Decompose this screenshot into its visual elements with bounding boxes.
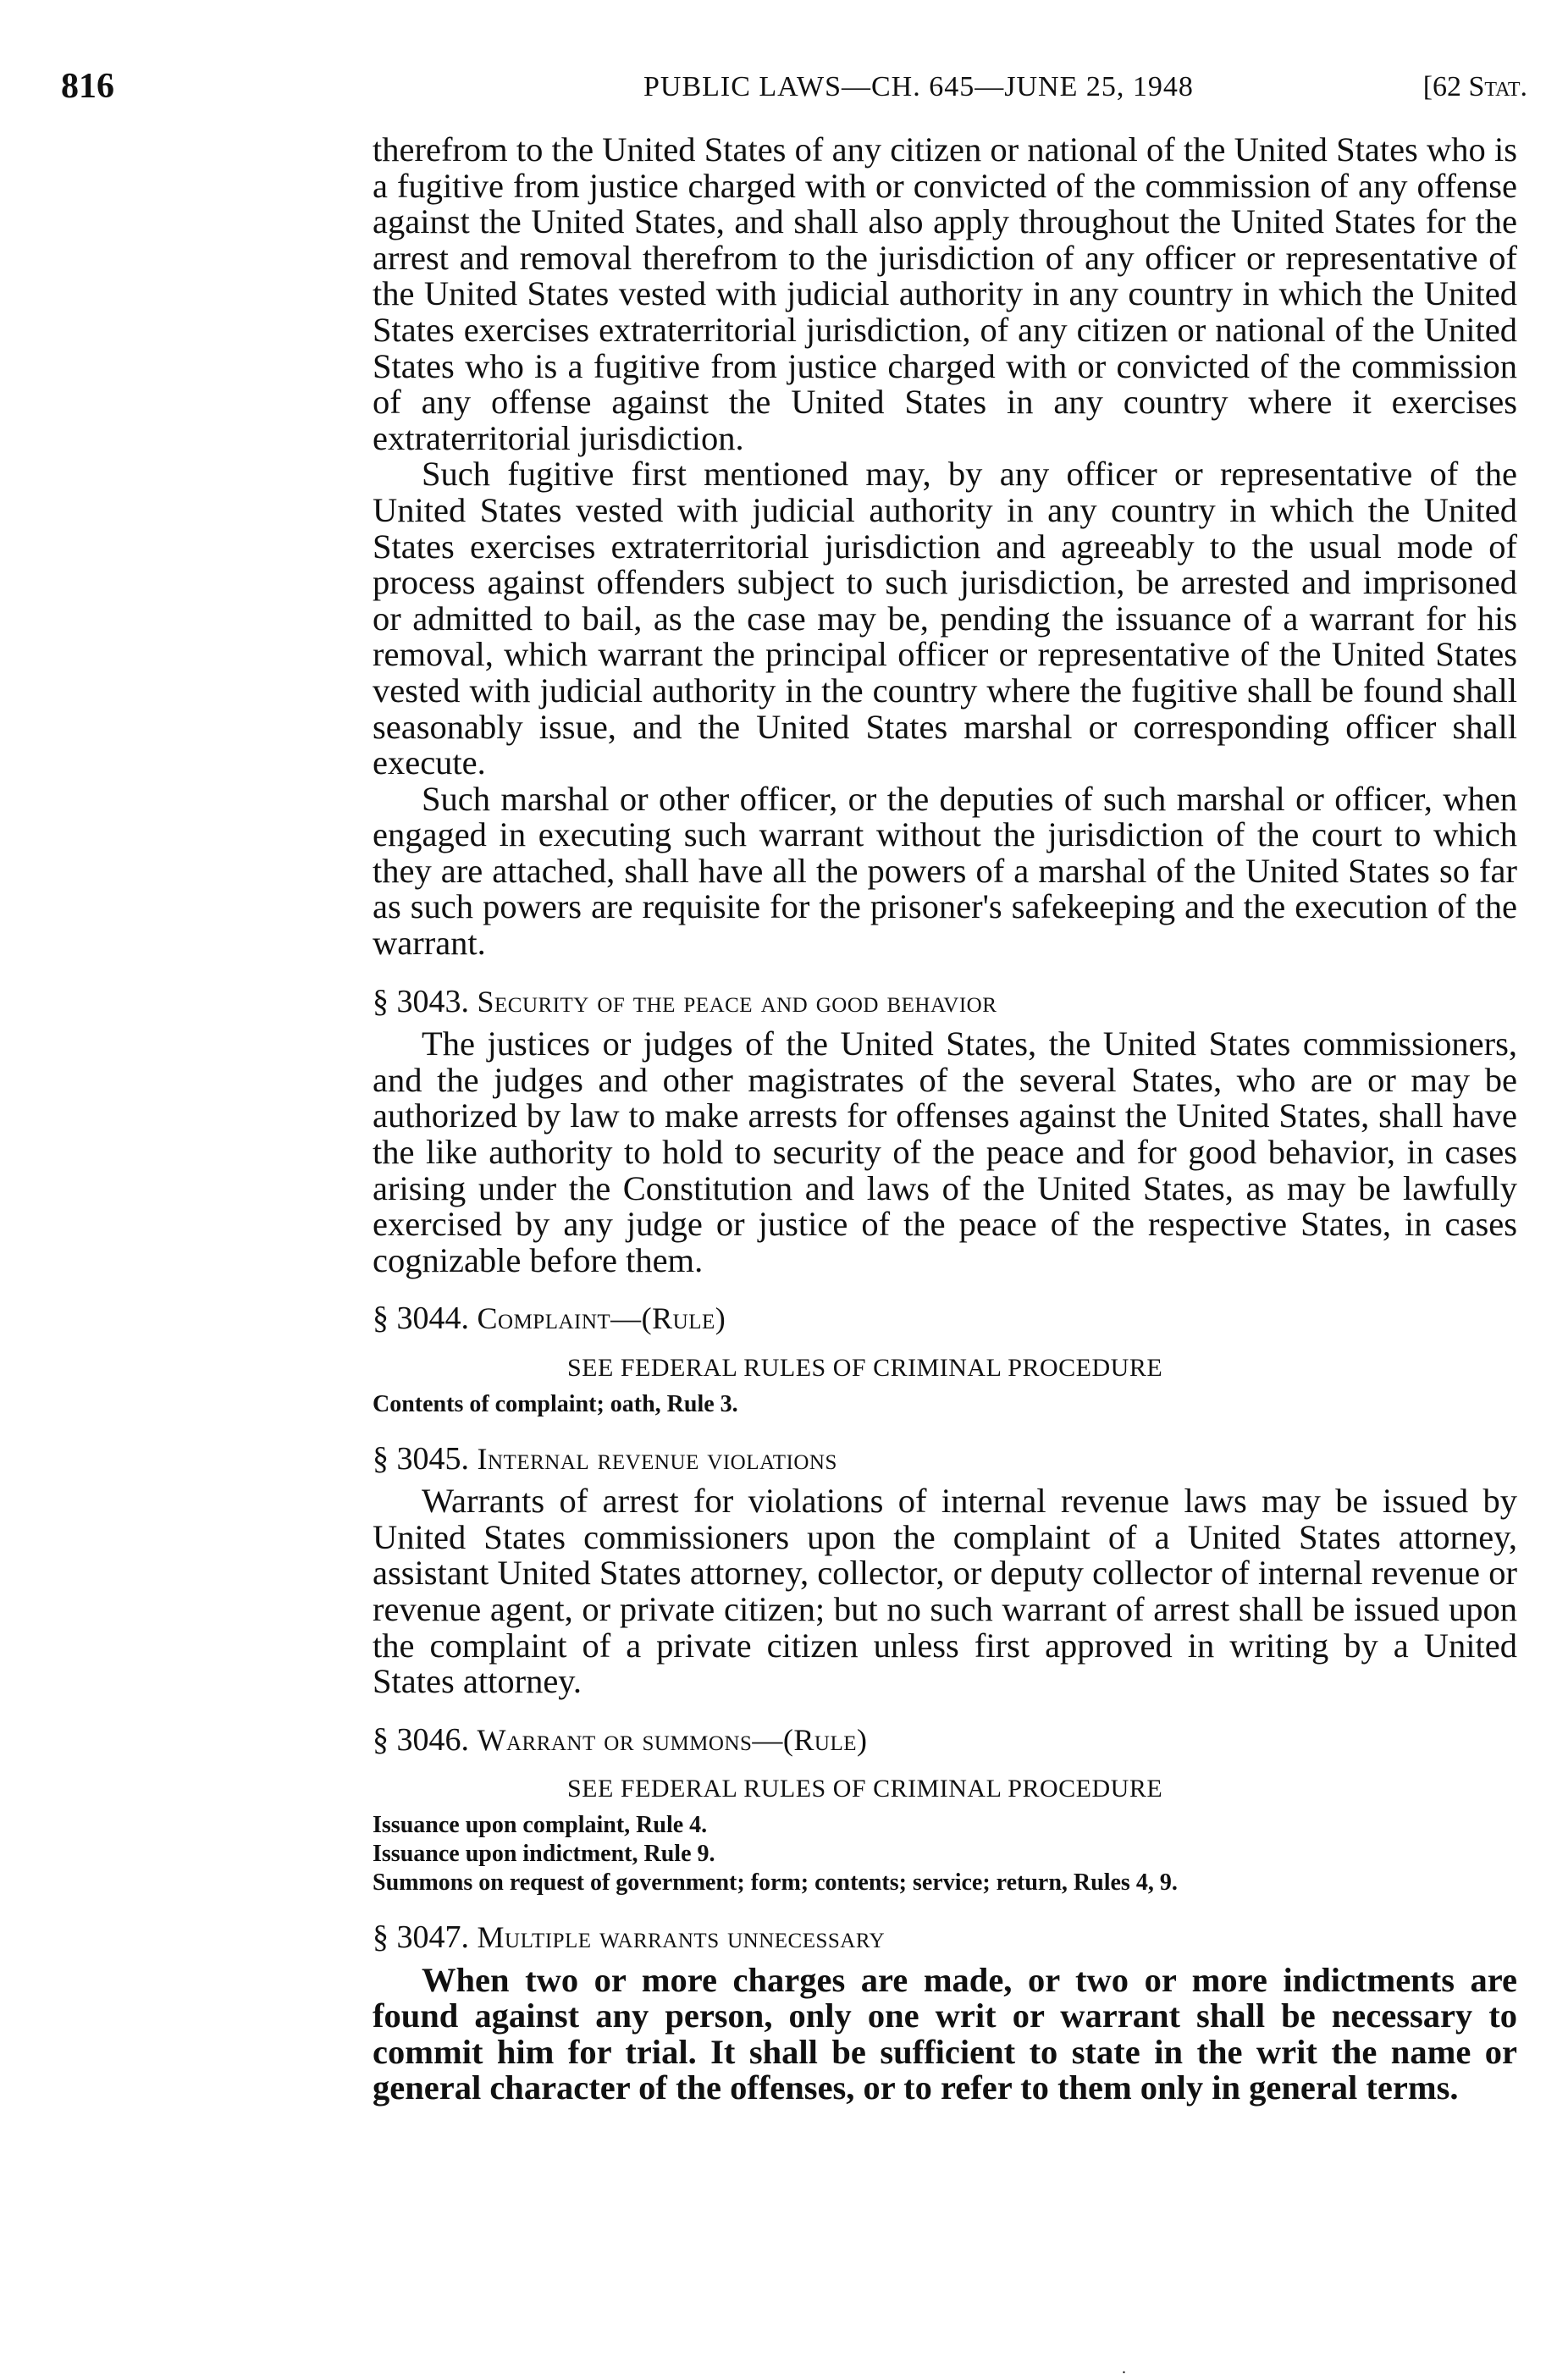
section-number: § 3045.: [373, 1440, 469, 1477]
section-heading-3043: [373, 984, 1517, 1020]
rule-reference: Contents of complaint; oath, Rule 3.: [373, 1390, 738, 1417]
footer-mark: .: [1122, 2359, 1126, 2377]
section-heading-3044: [373, 1300, 1517, 1337]
section-title: Security of the peace and good behavior: [477, 984, 997, 1019]
page-header: [61, 66, 1534, 117]
running-head: PUBLIC LAWS—CH. 645—JUNE 25, 1948: [643, 71, 1194, 102]
section-title: Multiple warrants unnecessary: [477, 1919, 886, 1954]
section-title: Warrant or summons—(Rule): [477, 1722, 868, 1757]
section-number: § 3043.: [373, 983, 469, 1019]
paragraph-fugitive-arrest: Such fugitive first mentioned may, by any officer or representative of the United States vested with judicial authority in any country in which the United States exercises extraterritorial jurisdiction and agreeably to the usual mode of process against offenders subject to such jurisdiction, be arrested and imprisoned or admitted to bail, as the case may be, pending the issuance of a warrant for his removal, which warrant the principal officer or representative of the United States vested with judicial authority in the country where the fugitive shall be found shall seasonably issue, and the United States marshal or corresponding officer shall execute.: [373, 455, 1517, 782]
rule-reference: Summons on request of government; form; contents; service; return, Rules 4, 9.: [373, 1869, 1178, 1896]
section-text-3043: The justices or judges of the United States, the United States commissioners, and the judges and other magistrates of the several States, who are or may be authorized by law to make arrests for offenses against the United States, shall have the like authority to hold to security of the peace and for good behavior, in cases arising under the Constitution and laws of the United States, as may be lawfully exercised by any judge or justice of the peace of the respective States, in cases cognizable before them.: [373, 1024, 1517, 1279]
page-body: [373, 132, 1517, 2107]
paragraph-continued: therefrom to the United States of any citizen or national of the United States who is a fugitive from justice charged with or convicted of the commission of any offense against the United States, and shall also apply throughout the United States for the arrest and removal therefrom to the jurisdiction of any officer or representative of the United States vested with judicial authority in any country in which the United States exercises extraterritorial jurisdiction, of any citizen or national of the United States who is a fugitive from justice charged with or convicted of the commission of any offense against the United States in any country where it exercises extraterritorial jurisdiction.: [373, 130, 1517, 457]
rule-reference: Issuance upon complaint, Rule 4.: [373, 1811, 708, 1838]
section-heading-3046: [373, 1722, 1517, 1759]
section-number: § 3047.: [373, 1919, 469, 1955]
section-number: § 3046.: [373, 1721, 469, 1758]
volume-reference: [62 Stat.: [1422, 71, 1527, 102]
section-title: Complaint—(Rule): [477, 1301, 726, 1336]
see-also-rules-3044: SEE FEDERAL RULES OF CRIMINAL PROCEDURE: [567, 1354, 1163, 1382]
section-text-3047: When two or more charges are made, or two or more indictments are found against any person, only one writ or warrant shall be necessary to commit him for trial. It shall be sufficient to state in the writ the name or general character of the offenses, or to refer to them only in general terms.: [373, 1960, 1517, 2107]
section-heading-3045: [373, 1441, 1517, 1477]
section-title: Internal revenue violations: [477, 1441, 837, 1476]
page-number: 816: [61, 67, 114, 106]
rule-reference: Issuance upon indictment, Rule 9.: [373, 1840, 715, 1867]
section-number: § 3044.: [373, 1300, 469, 1337]
paragraph-marshal-powers: Such marshal or other officer, or the deputies of such marshal or officer, when engaged in executing such warrant without the jurisdiction of the court to which they are attached, shall have all the powers of a marshal of the United States so far as such powers are requisite for the prisoner's safekeeping and the execution of the warrant.: [373, 779, 1517, 963]
see-also-rules-3046: SEE FEDERAL RULES OF CRIMINAL PROCEDURE: [567, 1775, 1163, 1803]
section-heading-3047: [373, 1919, 1517, 1956]
section-text-3045: Warrants of arrest for violations of internal revenue laws may be issued by United States commissioners upon the complaint of a United States attorney, assistant United States attorney, collector, or deputy collector of internal revenue or revenue agent, or private citizen; but no such warrant of arrest shall be issued upon the complaint of a private citizen unless first approved in writing by a United States attorney.: [373, 1482, 1517, 1701]
